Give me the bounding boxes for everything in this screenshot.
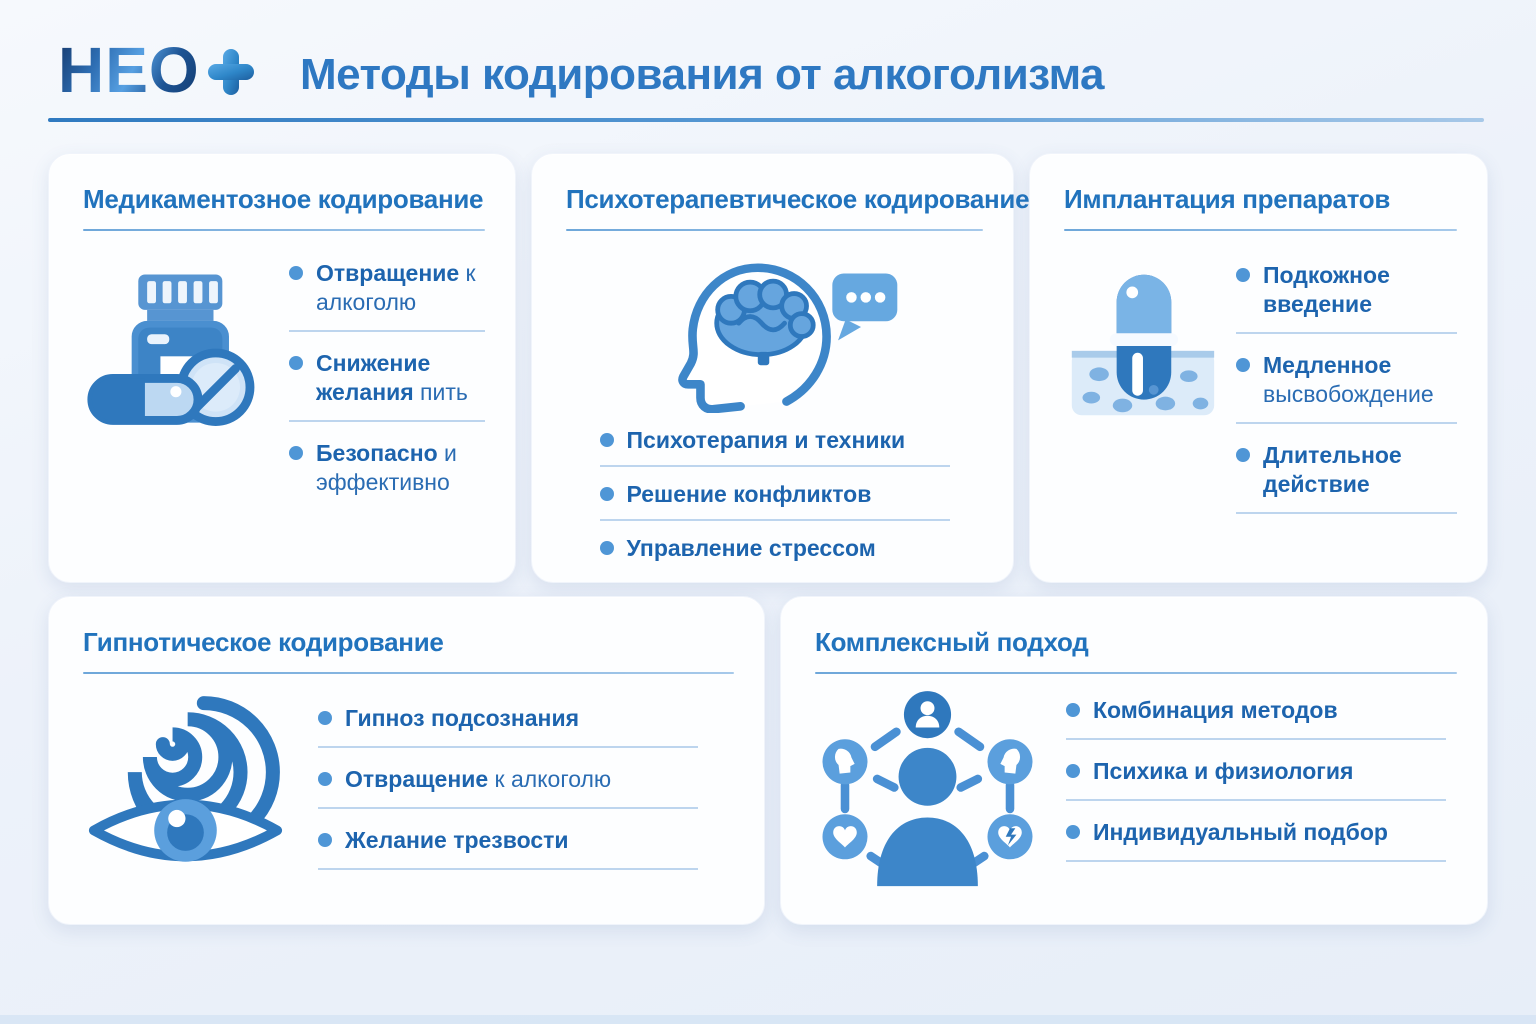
bullet-dot-icon — [1066, 703, 1080, 717]
bullet-item: Безопасно и эффективно — [289, 439, 485, 510]
head-brain-icon — [650, 241, 900, 418]
bullet-dot-icon — [318, 833, 332, 847]
bullet-list — [600, 426, 950, 586]
pill-bottle-icon — [83, 259, 271, 452]
bullet-list — [1066, 696, 1446, 862]
bullet-item: Гипноз подсознания — [318, 704, 698, 748]
title-divider — [566, 229, 983, 231]
bullet-item: Желание трезвости — [318, 826, 698, 870]
neo-plus-logo — [58, 34, 258, 106]
plus-icon — [204, 45, 258, 99]
bullet-item: Подкожное введение — [1236, 261, 1457, 334]
card-hypnotic-coding — [48, 596, 765, 925]
implant-icon — [1064, 261, 1220, 434]
bullet-item: Длительное действие — [1236, 441, 1457, 514]
network-person-icon — [815, 680, 1040, 900]
header-divider — [48, 118, 1484, 122]
page-title: Методы кодирования от алкоголизма — [300, 50, 1105, 99]
bullet-list — [289, 259, 485, 510]
card-title: Комплексный подход — [815, 627, 1089, 657]
bullet-item: Индивидуальный подбор — [1066, 818, 1446, 862]
bullet-dot-icon — [600, 541, 614, 555]
bullet-dot-icon — [1236, 358, 1250, 372]
bullet-item: Психотерапия и техники — [600, 426, 950, 467]
title-divider — [815, 672, 1457, 674]
title-divider — [83, 672, 734, 674]
bullet-item: Комбинация методов — [1066, 696, 1446, 740]
card-implantation — [1029, 153, 1488, 583]
bottom-border — [0, 1015, 1536, 1024]
bullet-dot-icon — [600, 487, 614, 501]
bullet-item: Отвращение к алкоголю — [318, 765, 698, 809]
bullet-list — [318, 704, 698, 870]
bullet-dot-icon — [1236, 448, 1250, 462]
bullet-list — [1236, 261, 1457, 514]
bullet-item: Снижение желания пить — [289, 349, 485, 422]
bullet-dot-icon — [318, 711, 332, 725]
bullet-item: Психика и физиология — [1066, 757, 1446, 801]
card-title: Гипнотическое кодирование — [83, 627, 444, 657]
bullet-dot-icon — [289, 356, 303, 370]
card-psychotherapy-coding — [531, 153, 1030, 583]
hypnosis-eye-icon — [83, 688, 288, 898]
bullet-dot-icon — [600, 433, 614, 447]
bullet-item: Управление стрессом — [600, 534, 950, 573]
bullet-dot-icon — [1066, 825, 1080, 839]
bullet-dot-icon — [289, 266, 303, 280]
bullet-dot-icon — [1066, 764, 1080, 778]
bullet-dot-icon — [318, 772, 332, 786]
card-title: Имплантация препаратов — [1064, 184, 1391, 214]
card-complex-approach — [780, 596, 1488, 925]
card-medication-coding — [48, 153, 516, 583]
logo-text: НЕО — [58, 34, 200, 106]
bullet-item: Отвращение к алкоголю — [289, 259, 485, 332]
bullet-item: Решение конфликтов — [600, 480, 950, 521]
title-divider — [1064, 229, 1457, 231]
card-title: Медикаментозное кодирование — [83, 184, 484, 214]
bullet-item: Медленное высвобождение — [1236, 351, 1457, 424]
card-title: Психотерапевтическое кодирование — [566, 184, 1030, 214]
bullet-dot-icon — [289, 446, 303, 460]
title-divider — [83, 229, 485, 231]
bullet-dot-icon — [1236, 268, 1250, 282]
